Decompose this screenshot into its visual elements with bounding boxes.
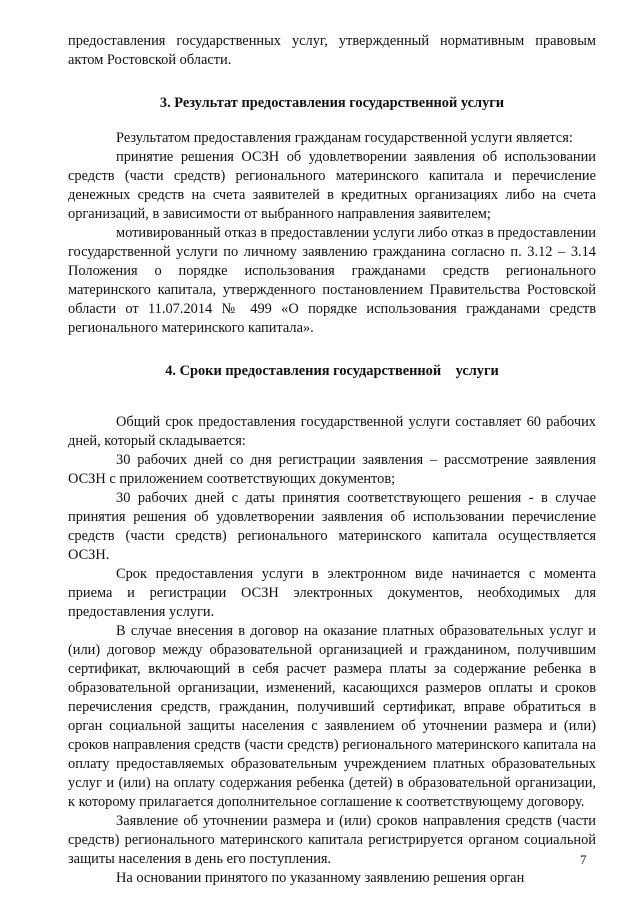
document-page (68, 32, 596, 888)
section-3-paragraph: принятие решения ОСЗН об удовлетворении заявления об использовании средств (части средств) регионального материнского капитала и перечисление денежных средств на счета заявителей в кредитных организациях либо на счета организаций, в зависимости от выбранного направления заявителем; (68, 149, 596, 222)
page-number: 7 (580, 852, 587, 867)
section-4-heading: 4. Сроки предоставления государственной услуги (165, 363, 499, 379)
section-4-paragraph: 30 рабочих дней со дня регистрации заявления – рассмотрение заявления ОСЗН с приложением соответствующих документов; (68, 452, 596, 487)
section-4-paragraph: 30 рабочих дней с даты принятия соответствующего решения - в случае принятия решения об удовлетворении заявления об использовании перечисление средств (части средств) регионального материнского капитала осуществляется ОСЗН. (68, 490, 596, 563)
section-4-paragraph: В случае внесения в договор на оказание платных образовательных услуг и (или) договор между образовательной организацией и гражданином, получившим сертификат, включающий в себя расчет размера платы за содержание ребенка в образовательной организации, изменений, касающихся размеров оплаты и сроков перечисления средств, гражданин, получивший сертификат, вправе обратиться в орган социальной защиты населения с заявлением об уточнении размера и (или) сроков направления средств (части средств) регионального материнского капитала на оплату предоставляемых образовательным учреждением платных образовательных услуг и (или) на оплату содержания ребенка (детей) в образовательной организации, к которому прилагается дополнительное соглашение к соответствующему договору. (68, 623, 596, 810)
section-4-paragraph: Срок предоставления услуги в электронном виде начинается с момента приема и регистрации ОСЗН электронных документов, необходимых для предоставления услуги. (68, 566, 596, 620)
section-3-paragraph: мотивированный отказ в предоставлении услуги либо отказ в предоставлении государственной услуги по личному заявлению гражданина согласно п. 3.12 – 3.14 Положения о порядке использования гражданами средств регионального материнского капитала, утвержденного постановлением Правительства Ростовской области от 11.07.2014 № 499 «О порядке использования гражданами средств регионального материнского капитала». (68, 225, 596, 336)
section-4-body (68, 413, 596, 888)
intro-paragraph: предоставления государственных услуг, утвержденный нормативным правовым актом Ростовской области. (68, 33, 596, 68)
section-4-paragraph: Заявление об уточнении размера и (или) сроков направления средств (части средств) регионального материнского капитала регистрируется органом социальной защиты населения в день его поступления. (68, 813, 596, 867)
section-4-paragraph: Общий срок предоставления государственной услуги составляет 60 рабочих дней, который складывается: (68, 414, 596, 449)
section-3-paragraph: Результатом предоставления гражданам государственной услуги является: (116, 130, 573, 146)
section-3-body (68, 129, 596, 338)
section-3-heading: 3. Результат предоставления государственной услуги (159, 95, 505, 111)
section-4-paragraph: На основании принятого по указанному заявлению решения орган (116, 870, 525, 886)
